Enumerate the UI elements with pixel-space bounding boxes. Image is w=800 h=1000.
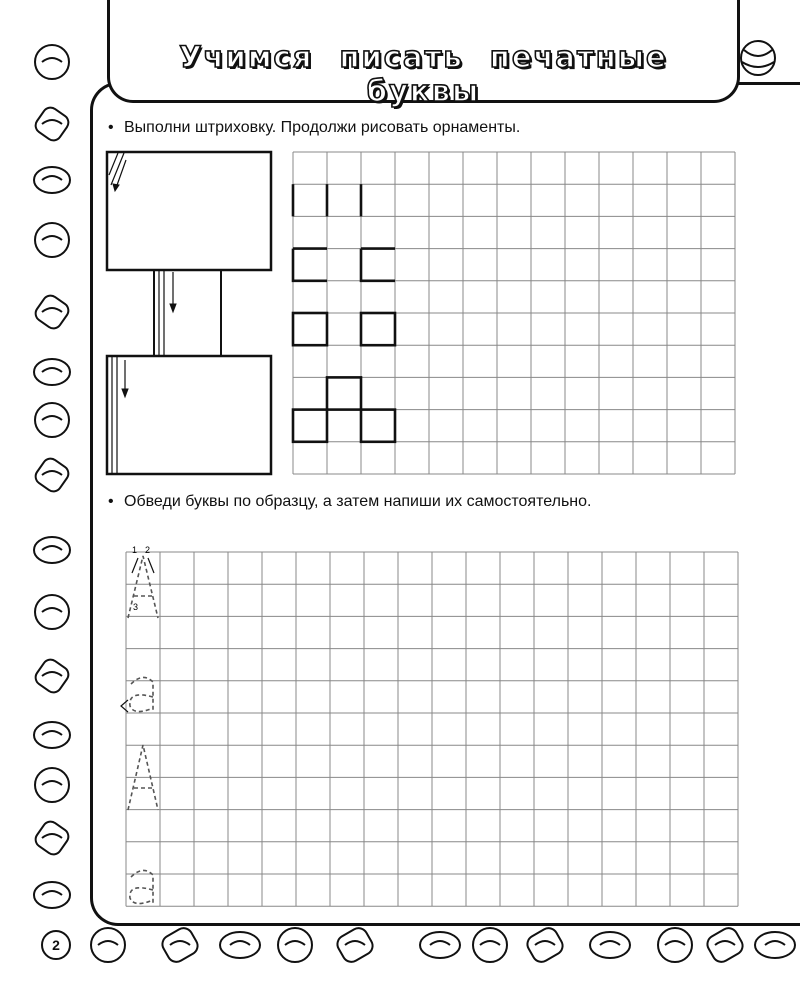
rocket-icon xyxy=(33,819,72,858)
icon-detail xyxy=(715,941,735,945)
icon-shape xyxy=(34,359,70,385)
ornament-square xyxy=(293,313,327,345)
ball-icon xyxy=(34,167,70,193)
instruction-letters: • Обведи буквы по образцу, а затем напиши их самостоятельно. xyxy=(108,493,592,510)
icon-shape xyxy=(35,45,69,79)
stroke-number-2: 2 xyxy=(145,545,151,555)
apple-icon xyxy=(33,293,72,332)
arrow-head xyxy=(113,184,119,191)
icon-detail xyxy=(170,941,190,945)
ball-icon xyxy=(278,928,312,962)
icon-detail xyxy=(535,941,555,945)
icon-shape xyxy=(35,768,69,802)
icon-shape xyxy=(473,928,507,962)
icon-detail xyxy=(42,176,62,180)
icon-detail xyxy=(600,941,620,945)
icon-shape xyxy=(704,925,746,965)
apple-icon xyxy=(420,932,460,958)
crayon-icon xyxy=(34,882,70,908)
side-icon-column xyxy=(33,45,72,908)
ornament-stroke xyxy=(361,249,395,281)
lemon-icon xyxy=(35,768,69,802)
cherries-icon xyxy=(34,537,70,563)
banana-icon xyxy=(524,925,566,965)
rocket-icon xyxy=(91,928,125,962)
ornament-square xyxy=(293,410,327,442)
icon-detail xyxy=(98,941,118,945)
page-number: 2 xyxy=(41,930,71,960)
lemon-icon xyxy=(658,928,692,962)
icon-shape xyxy=(524,925,566,965)
arrow-head xyxy=(122,389,128,397)
icon-shape xyxy=(35,223,69,257)
top-box xyxy=(107,152,271,270)
icon-shape xyxy=(35,595,69,629)
ornament-grid xyxy=(293,152,735,474)
scissors-icon xyxy=(473,928,507,962)
icon-shape xyxy=(159,925,201,965)
stroke-number-1: 1 xyxy=(132,545,138,555)
icon-shape xyxy=(755,932,795,958)
icon-detail xyxy=(42,891,62,895)
ornament-square xyxy=(361,410,395,442)
car-icon xyxy=(590,932,630,958)
dashed-letter-a xyxy=(130,870,153,904)
bottom-box xyxy=(107,356,271,474)
icon-shape xyxy=(34,722,70,748)
stroke-arrow xyxy=(121,700,128,712)
icon-shape xyxy=(33,105,72,144)
icon-detail xyxy=(665,941,685,945)
icon-detail xyxy=(42,236,62,240)
icon-shape xyxy=(220,932,260,958)
crayon-icon xyxy=(33,105,72,144)
icon-detail xyxy=(42,546,62,550)
icon-detail xyxy=(42,672,62,676)
crayons-icon xyxy=(33,657,72,696)
hatch-arrow xyxy=(116,160,126,188)
icon-detail xyxy=(42,471,62,475)
hatch-line xyxy=(111,153,124,185)
icon-detail xyxy=(42,731,62,735)
icon-shape xyxy=(420,932,460,958)
icon-detail xyxy=(345,941,365,945)
hatching-figure xyxy=(107,152,271,474)
icon-detail xyxy=(480,941,500,945)
banana-icon xyxy=(35,403,69,437)
icon-shape xyxy=(33,819,72,858)
page-title: Учимся писать печатные буквы xyxy=(179,40,668,108)
airplane-icon xyxy=(334,925,376,965)
icon-detail xyxy=(765,941,785,945)
icon-shape xyxy=(34,882,70,908)
icon-shape xyxy=(91,928,125,962)
stroke-number-3: 3 xyxy=(133,602,139,612)
icon-detail xyxy=(230,941,250,945)
icon-detail xyxy=(430,941,450,945)
letter-samples xyxy=(121,545,158,904)
bottom-icon-row xyxy=(91,925,795,965)
scissors-icon xyxy=(755,932,795,958)
icon-detail xyxy=(42,368,62,372)
airplane-icon xyxy=(35,223,69,257)
letter-grid xyxy=(126,552,738,906)
car-icon xyxy=(33,456,72,495)
instruction-hatching-text: Выполни штриховку. Продолжи рисовать орнаменты. xyxy=(124,119,521,136)
corner-ball-icon xyxy=(741,41,775,75)
ornament-square xyxy=(327,377,361,409)
icon-detail xyxy=(285,941,305,945)
icon-shape xyxy=(34,537,70,563)
icon-shape xyxy=(35,403,69,437)
alarm-clock-icon xyxy=(35,595,69,629)
icon-detail xyxy=(42,120,62,124)
icon-detail xyxy=(42,834,62,838)
teddy-bear-icon xyxy=(35,45,69,79)
instruction-letters-text: Обведи буквы по образцу, а затем напиши их самостоятельно. xyxy=(124,493,592,510)
alarm-clock-icon xyxy=(159,925,201,965)
instruction-hatching: • Выполни штриховку. Продолжи рисовать орнаменты. xyxy=(108,119,521,136)
icon-shape xyxy=(33,456,72,495)
icon-detail xyxy=(42,608,62,612)
blocks-icon xyxy=(34,722,70,748)
icon-detail xyxy=(42,308,62,312)
icon-detail xyxy=(42,58,62,62)
ornament-stroke xyxy=(293,249,327,281)
arrow-head xyxy=(170,304,176,312)
icon-shape xyxy=(33,657,72,696)
icon-shape xyxy=(334,925,376,965)
scissors-icon xyxy=(34,359,70,385)
icon-shape xyxy=(590,932,630,958)
icon-detail xyxy=(42,781,62,785)
icon-detail xyxy=(42,416,62,420)
icon-shape xyxy=(33,293,72,332)
icon-shape xyxy=(34,167,70,193)
ornament-square xyxy=(361,313,395,345)
crayon-icon xyxy=(220,932,260,958)
dashed-letter-a xyxy=(130,677,153,712)
stroke-arrow xyxy=(132,558,154,573)
cherries-icon xyxy=(704,925,746,965)
icon-shape xyxy=(658,928,692,962)
icon-shape xyxy=(278,928,312,962)
